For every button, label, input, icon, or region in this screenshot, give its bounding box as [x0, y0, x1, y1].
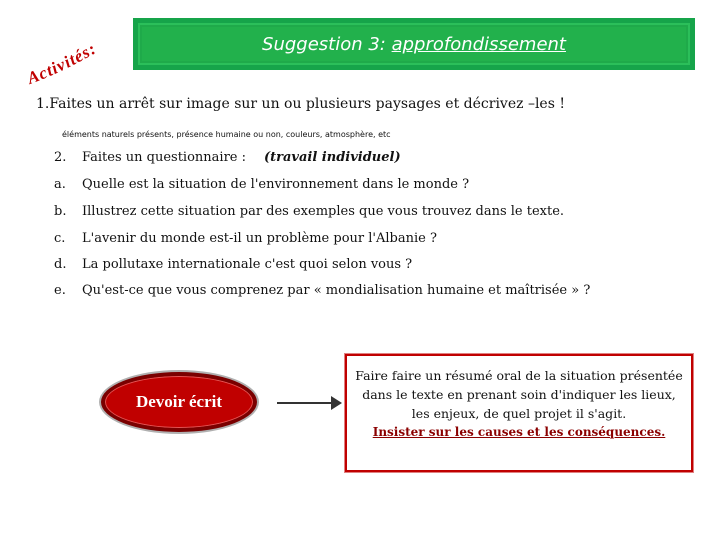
list-marker: e. [54, 283, 66, 298]
title-banner [133, 18, 695, 70]
list-marker: a. [54, 177, 66, 192]
note-text: éléments naturels présents, présence humaine ou non, couleurs, atmosphère, etc [62, 130, 391, 139]
list-marker: c. [54, 231, 66, 246]
list-item-text: Illustrez cette situation par des exemples que vous trouvez dans le texte. [82, 204, 565, 219]
box-emphasis: Insister sur les causes et les conséquences. [372, 425, 666, 439]
list-item-text: Faites un questionnaire : [82, 150, 246, 165]
banner-prefix: Suggestion 3: [262, 33, 392, 55]
list-item-text: L'avenir du monde est-il un problème pour l'Albanie ? [82, 231, 437, 246]
list-marker: 2. [54, 150, 67, 165]
list-item-text: La pollutaxe internationale c'est quoi selon vous ? [82, 257, 413, 272]
instruction-text: 1.Faites un arrêt sur image sur un ou plusieurs paysages et décrivez –les ! [36, 96, 565, 112]
activities-label-text: Activités: [24, 38, 100, 88]
devoir-ecrit-oval [101, 372, 257, 432]
instruction-box [345, 354, 693, 472]
list-item-extra: (travail individuel) [264, 150, 401, 165]
arrow-right-icon [275, 392, 343, 414]
list-item-text: Quelle est la situation de l'environnement dans le monde ? [82, 177, 470, 192]
questions-list [0, 150, 720, 300]
activities-label [20, 22, 140, 102]
list-item-text: Qu'est-ce que vous comprenez par « mondialisation humaine et maîtrisée » ? [82, 283, 591, 298]
box-text: Faire faire un résumé oral de la situation présentée dans le texte en prenant soin d'indiquer les lieux, les enjeux, de quel projet il s'agit. [355, 368, 683, 421]
devoir-ecrit-label: Devoir écrit [135, 392, 223, 411]
list-marker: d. [54, 257, 67, 272]
svg-text:Activités: [24, 39, 100, 89]
list-marker: b. [54, 204, 67, 219]
banner-title-underlined: approfondissement [391, 33, 566, 55]
banner-title [262, 34, 566, 55]
